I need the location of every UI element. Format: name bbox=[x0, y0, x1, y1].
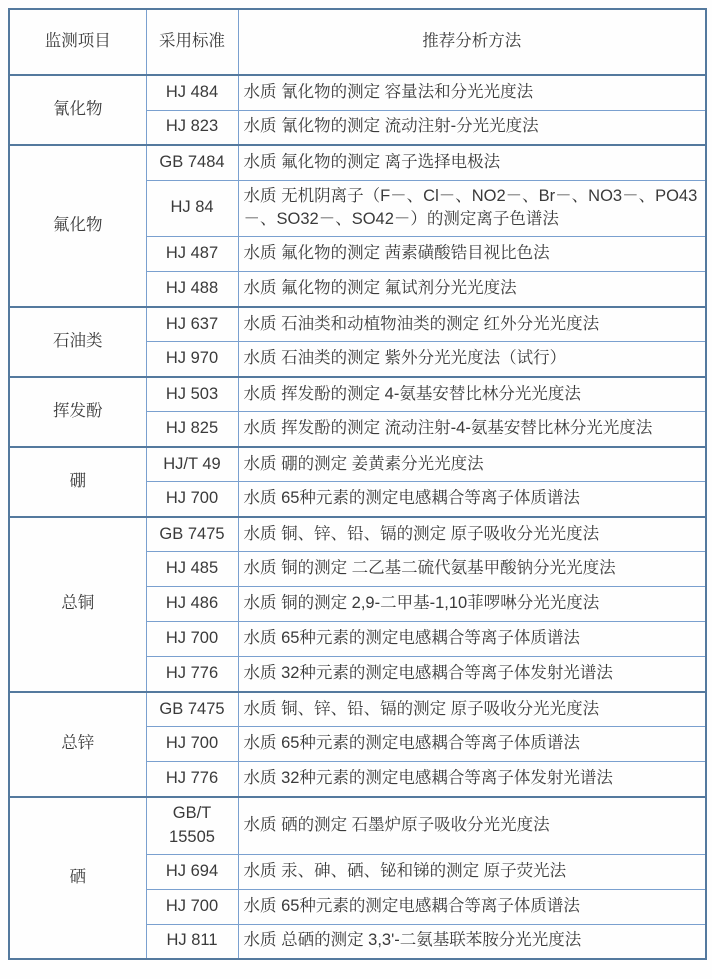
standard-cell: GB 7484 bbox=[146, 145, 238, 180]
method-cell: 水质 石油类的测定 紫外分光光度法（试行） bbox=[238, 342, 706, 377]
method-cell: 水质 氟化物的测定 氟试剂分光光度法 bbox=[238, 272, 706, 307]
header-cell-standard: 采用标准 bbox=[146, 9, 238, 75]
standard-cell: HJ 485 bbox=[146, 552, 238, 587]
method-cell: 水质 铜、锌、铅、镉的测定 原子吸收分光光度法 bbox=[238, 692, 706, 727]
standard-cell: GB 7475 bbox=[146, 517, 238, 552]
method-cell: 水质 硼的测定 姜黄素分光光度法 bbox=[238, 447, 706, 482]
monitoring-methods-table bbox=[8, 8, 707, 960]
item-cell: 氰化物 bbox=[9, 75, 146, 145]
standard-cell: HJ 637 bbox=[146, 307, 238, 342]
table-body bbox=[9, 75, 706, 959]
method-cell: 水质 氟化物的测定 茜素磺酸锆目视比色法 bbox=[238, 237, 706, 272]
method-cell: 水质 65种元素的测定电感耦合等离子体质谱法 bbox=[238, 727, 706, 762]
method-cell: 水质 氰化物的测定 流动注射-分光光度法 bbox=[238, 110, 706, 145]
method-cell: 水质 汞、砷、硒、铋和锑的测定 原子荧光法 bbox=[238, 854, 706, 889]
table-row bbox=[9, 145, 706, 180]
method-cell: 水质 挥发酚的测定 流动注射-4-氨基安替比林分光光度法 bbox=[238, 412, 706, 447]
standard-cell: HJ 823 bbox=[146, 110, 238, 145]
standard-cell: GB 7475 bbox=[146, 692, 238, 727]
item-cell: 总锌 bbox=[9, 692, 146, 797]
method-cell: 水质 65种元素的测定电感耦合等离子体质谱法 bbox=[238, 622, 706, 657]
standard-cell: HJ 486 bbox=[146, 587, 238, 622]
table-header bbox=[9, 9, 706, 75]
item-cell: 石油类 bbox=[9, 307, 146, 377]
standard-cell: HJ 503 bbox=[146, 377, 238, 412]
method-cell: 水质 65种元素的测定电感耦合等离子体质谱法 bbox=[238, 482, 706, 517]
method-cell: 水质 石油类和动植物油类的测定 红外分光光度法 bbox=[238, 307, 706, 342]
table-row bbox=[9, 692, 706, 727]
method-cell: 水质 硒的测定 石墨炉原子吸收分光光度法 bbox=[238, 797, 706, 854]
standard-cell: HJ 811 bbox=[146, 924, 238, 959]
table-row bbox=[9, 307, 706, 342]
standard-cell: HJ 970 bbox=[146, 342, 238, 377]
header-cell-item: 监测项目 bbox=[9, 9, 146, 75]
method-cell: 水质 65种元素的测定电感耦合等离子体质谱法 bbox=[238, 889, 706, 924]
method-cell: 水质 无机阴离子（F－、Cl－、NO2－、Br－、NO3－、PO43－、SO32－、SO42－）的测定离子色谱法 bbox=[238, 180, 706, 237]
standard-cell: HJ 84 bbox=[146, 180, 238, 237]
item-cell: 硼 bbox=[9, 447, 146, 517]
method-cell: 水质 铜的测定 二乙基二硫代氨基甲酸钠分光光度法 bbox=[238, 552, 706, 587]
standard-cell: HJ 487 bbox=[146, 237, 238, 272]
table-row bbox=[9, 797, 706, 854]
standard-cell: HJ 825 bbox=[146, 412, 238, 447]
item-cell: 硒 bbox=[9, 797, 146, 959]
item-cell: 氟化物 bbox=[9, 145, 146, 307]
standard-cell: GB/T 15505 bbox=[146, 797, 238, 854]
method-cell: 水质 总硒的测定 3,3'-二氨基联苯胺分光光度法 bbox=[238, 924, 706, 959]
method-cell: 水质 氰化物的测定 容量法和分光光度法 bbox=[238, 75, 706, 110]
standard-cell: HJ 694 bbox=[146, 854, 238, 889]
header-row bbox=[9, 9, 706, 75]
standard-cell: HJ 484 bbox=[146, 75, 238, 110]
table-row bbox=[9, 75, 706, 110]
standard-cell: HJ 776 bbox=[146, 657, 238, 692]
method-cell: 水质 铜的测定 2,9-二甲基-1,10菲啰啉分光光度法 bbox=[238, 587, 706, 622]
standard-cell: HJ 488 bbox=[146, 272, 238, 307]
item-cell: 挥发酚 bbox=[9, 377, 146, 447]
standard-cell: HJ/T 49 bbox=[146, 447, 238, 482]
standard-cell: HJ 700 bbox=[146, 727, 238, 762]
header-cell-method: 推荐分析方法 bbox=[238, 9, 706, 75]
item-cell: 总铜 bbox=[9, 517, 146, 692]
standard-cell: HJ 776 bbox=[146, 762, 238, 797]
method-cell: 水质 铜、锌、铅、镉的测定 原子吸收分光光度法 bbox=[238, 517, 706, 552]
standard-cell: HJ 700 bbox=[146, 889, 238, 924]
standard-cell: HJ 700 bbox=[146, 482, 238, 517]
standard-cell: HJ 700 bbox=[146, 622, 238, 657]
method-cell: 水质 氟化物的测定 离子选择电极法 bbox=[238, 145, 706, 180]
method-cell: 水质 挥发酚的测定 4-氨基安替比林分光光度法 bbox=[238, 377, 706, 412]
method-cell: 水质 32种元素的测定电感耦合等离子体发射光谱法 bbox=[238, 657, 706, 692]
method-cell: 水质 32种元素的测定电感耦合等离子体发射光谱法 bbox=[238, 762, 706, 797]
table-row bbox=[9, 377, 706, 412]
table-row bbox=[9, 447, 706, 482]
table-row bbox=[9, 517, 706, 552]
